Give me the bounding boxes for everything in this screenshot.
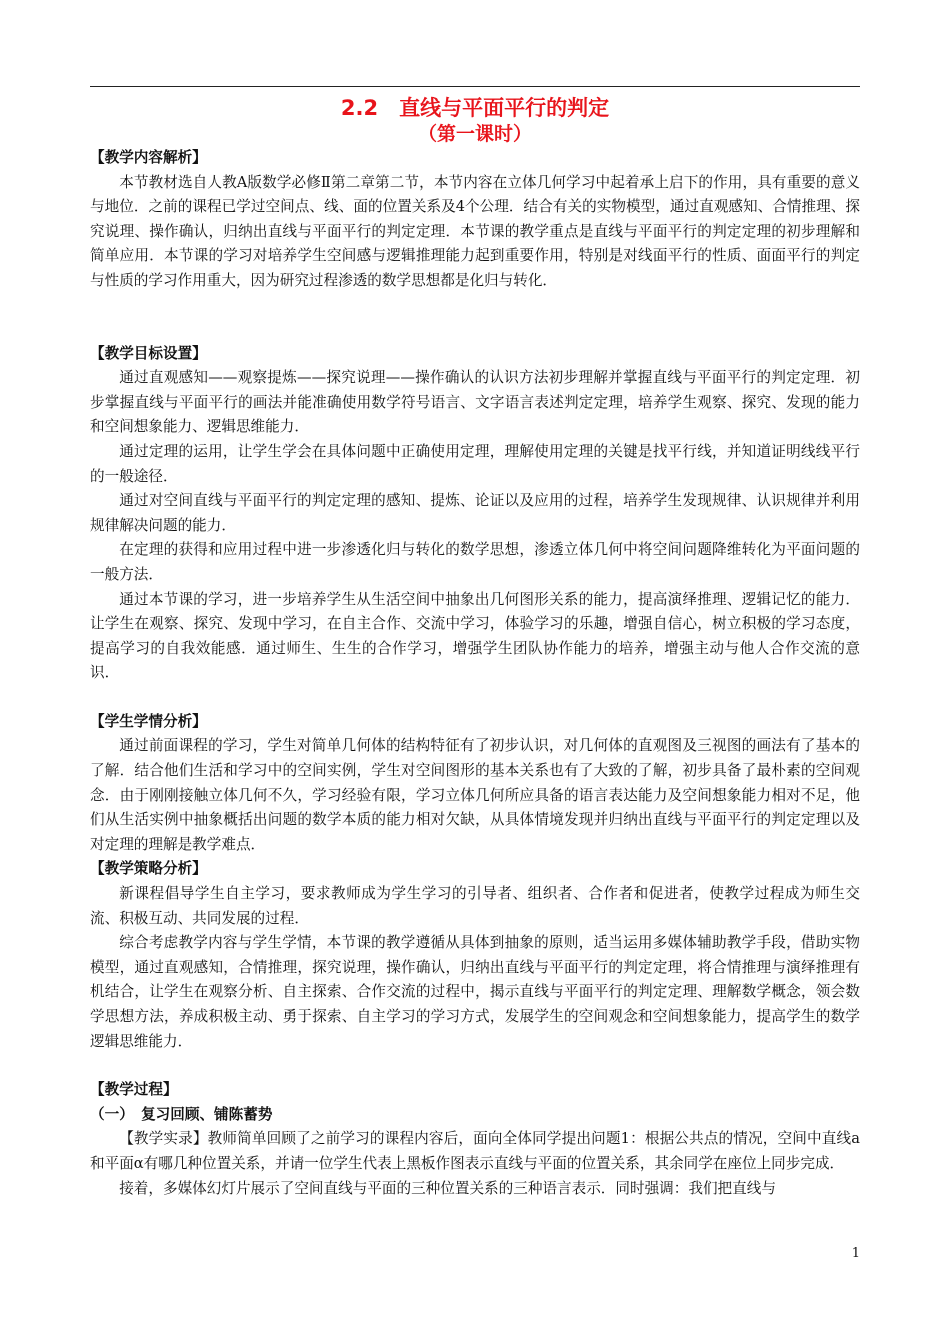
page-title: 2.2 直线与平面平行的判定 xyxy=(340,96,610,120)
paragraph: 在定理的获得和应用过程中进一步渗透化归与转化的数学思想，渗透立体几何中将空间问题降维转化为平面问题的一般方法． xyxy=(90,541,860,583)
paragraph: 综合考虑教学内容与学生学情，本节课的教学遵循从具体到抽象的原则，适当运用多媒体辅助教学手段，借助实物模型，通过直观感知，合情推理，探究说理，操作确认，归纳出直线与平面平行的判定定理，将合情推理与演绎推理有机结合，让学生在观察分析、自主探索、合作交流的过程中，揭示直线与平面平行的判定定理、理解数学概念，领会数学思想方法，养成积极主动、勇于探索、自主学习的学习方式，发展学生的空间观念和空间想象能力，提高学生的数学逻辑思维能力． xyxy=(90,934,860,1050)
paragraph: 接着，多媒体幻灯片展示了空间直线与平面的三种位置关系的三种语言表示．同时强调：我们把直线与 xyxy=(119,1179,776,1197)
section-heading-objectives: 【教学目标设置】 xyxy=(90,344,207,362)
paragraph: 通过对空间直线与平面平行的判定定理的感知、提炼、论证以及应用的过程，培养学生发现规律、认识规律并利用规律解决问题的能力． xyxy=(90,492,860,534)
paragraph: 新课程倡导学生自主学习，要求教师成为学生学习的引导者、组织者、合作者和促进者，使教学过程成为师生交流、积极互动、共同发展的过程． xyxy=(90,885,860,927)
header-rule xyxy=(90,86,860,87)
sub-heading-review: （一） 复习回顾、铺陈蓄势 xyxy=(90,1105,273,1123)
page-number: 1 xyxy=(851,1246,860,1261)
title-block xyxy=(90,94,860,146)
page-subtitle: （第一课时） xyxy=(417,123,532,145)
paragraph: 本节教材选自人教A版数学必修Ⅱ第二章第二节，本节内容在立体几何学习中起着承上启下的作用，具有重要的意义与地位．之前的课程已学过空间点、线、面的位置关系及4个公理．结合有关的实物模型，通过直观感知、合情推理、探究说理、操作确认，归纳出直线与平面平行的判定定理．本节课的教学重点是直线与平面平行的判定定理的初步理解和简单应用．本节课的学习对培养学生空间感与逻辑推理能力起到重要作用，特别是对线面平行的性质、面面平行的判定与性质的学习作用重大，因为研究过程渗透的数学思想都是化归与转化． xyxy=(90,173,860,289)
section-heading-content-analysis: 【教学内容解析】 xyxy=(90,149,207,166)
section-heading-strategy: 【教学策略分析】 xyxy=(90,860,207,878)
paragraph: 通过直观感知——观察提炼——探究说理——操作确认的认识方法初步理解并掌握直线与平面平行的判定定理．初步掌握直线与平面平行的画法并能准确使用数学符号语言、文字语言表述判定定理，培养学生观察、探究、发现的能力和空间想象能力、逻辑思维能力． xyxy=(90,369,860,436)
paragraph: 通过前面课程的学习，学生对简单几何体的结构特征有了初步认识，对几何体的直观图及三视图的画法有了基本的了解．结合他们生活和学习中的空间实例，学生对空间图形的基本关系也有了大致的了解，初步具备了最朴素的空间观念．由于刚刚接触立体几何不久，学习经验有限，学习立体几何所应具备的语言表达能力及空间想象能力相对不足，他们从生活实例中抽象概括出问题的数学本质的能力相对欠缺，从具体情境发现并归纳出直线与平面平行的判定定理以及对定理的理解是教学难点． xyxy=(90,737,860,853)
section-heading-student-analysis: 【学生学情分析】 xyxy=(90,712,207,730)
paragraph: 通过本节课的学习，进一步培养学生从生活空间中抽象出几何图形关系的能力，提高演绎推理、逻辑记忆的能力．让学生在观察、探究、发现中学习，在自主合作、交流中学习，体验学习的乐趣，增强自信心，树立积极的学习态度，提高学习的自我效能感．通过师生、生生的合作学习，增强学生团队协作能力的培养，增强主动与他人合作交流的意识． xyxy=(90,590,860,682)
paragraph: 通过定理的运用，让学生学会在具体问题中正确使用定理，理解使用定理的关键是找平行线，并知道证明线线平行的一般途径． xyxy=(90,442,860,485)
section-heading-process: 【教学过程】 xyxy=(90,1081,178,1099)
paragraph: 【教学实录】教师简单回顾了之前学习的课程内容后，面向全体同学提出问题1：根据公共点的情况，空间中直线a和平面α有哪几种位置关系，并请一位学生代表上黑板作图表示直线与平面的位置关系，其余同学在座位上同步完成． xyxy=(90,1130,860,1172)
document-body xyxy=(90,146,860,1201)
